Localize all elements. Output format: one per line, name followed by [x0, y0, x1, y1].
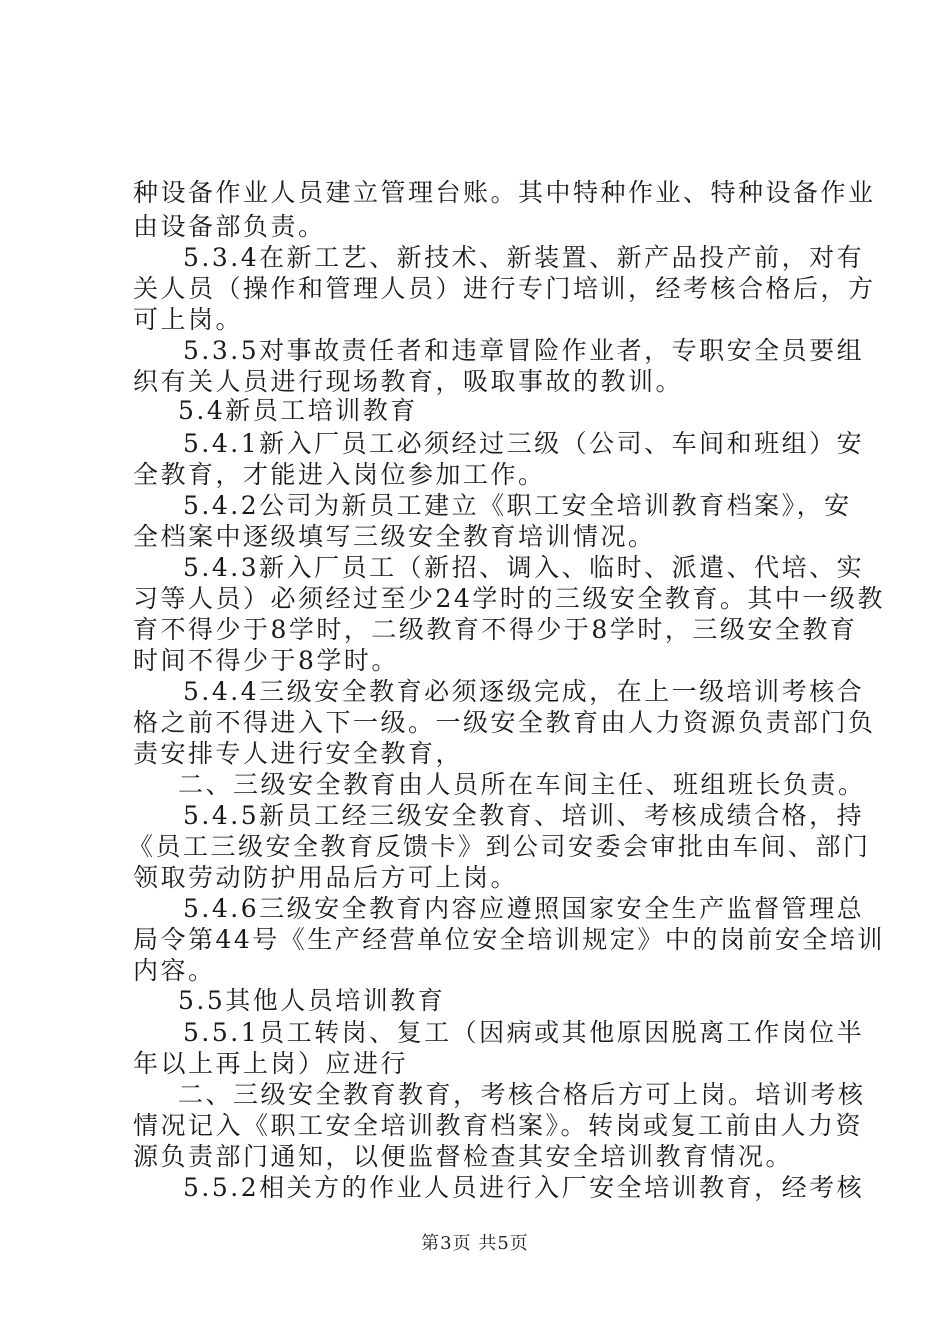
text-line: 5.4.5新员工经三级安全教育、培训、考核成绩合格，持 [183, 801, 865, 830]
text-line: 二、三级安全教育由人员所在车间主任、班组班长负责。 [178, 770, 866, 799]
text-line: 5.5.1员工转岗、复工（因病或其他原因脱离工作岗位半 [183, 1018, 865, 1047]
text-line: 时间不得少于8学时。 [133, 646, 399, 675]
text-line: 5.3.4在新工艺、新技术、新装置、新产品投产前，对有 [183, 243, 865, 272]
text-line: 内容。 [133, 956, 216, 985]
text-line: 5.3.5对事故责任者和违章冒险作业者，专职安全员要组 [183, 336, 865, 365]
page-footer [0, 1232, 950, 1256]
text-line: 5.4.1新入厂员工必须经过三级（公司、车间和班组）安 [183, 429, 865, 458]
text-line: 5.5.2相关方的作业人员进行入厂安全培训教育，经考核 [183, 1173, 865, 1202]
text-line: 5.4.2公司为新员工建立《职工安全培训教育档案》，安 [183, 491, 852, 520]
text-line: 源负责部门通知，以便监督检查其安全培训教育情况。 [133, 1142, 794, 1171]
text-line: 局令第44号《生产经营单位安全培训规定》中的岗前安全培训 [133, 925, 885, 954]
text-line: 领取劳动防护用品后方可上岗。 [133, 863, 519, 892]
text-line: 5.4.4三级安全教育必须逐级完成，在上一级培训考核合 [183, 677, 865, 706]
text-line: 责安排专人进行安全教育， [133, 739, 464, 768]
text-line: 《员工三级安全教育反馈卡》到公司安委会审批由车间、部门 [128, 832, 871, 861]
text-line: 全教育，才能进入岗位参加工作。 [133, 460, 546, 489]
text-line: 织有关人员进行现场教育，吸取事故的教训。 [133, 367, 684, 396]
text-line: 关人员（操作和管理人员）进行专门培训，经考核合格后，方 [133, 274, 876, 303]
text-line: 全档案中逐级填写三级安全教育培训情况。 [133, 522, 656, 551]
text-line: 可上岗。 [133, 305, 244, 334]
text-line: 情况记入《职工安全培训教育档案》。转岗或复工前由人力资 [133, 1111, 864, 1140]
section-heading: 5.4新员工培训教育 [178, 396, 418, 425]
page-number: 第3页 共5页 [421, 1233, 529, 1254]
section-heading: 5.5其他人员培训教育 [178, 986, 446, 1015]
text-line: 5.4.3新入厂员工（新招、调入、临时、派遣、代培、实 [183, 553, 865, 582]
text-line: 二、三级安全教育教育，考核合格后方可上岗。培训考核 [178, 1080, 866, 1109]
text-line: 种设备作业人员建立管理台账。其中特种作业、特种设备作业 [133, 178, 876, 207]
text-line: 年以上再上岗）应进行 [133, 1049, 409, 1078]
text-line: 育不得少于8学时，二级教育不得少于8学时，三级安全教育 [133, 615, 858, 644]
text-line: 习等人员）必须经过至少24学时的三级安全教育。其中一级教 [133, 584, 885, 613]
text-line: 5.4.6三级安全教育内容应遵照国家安全生产监督管理总 [183, 894, 865, 923]
text-line: 由设备部负责。 [133, 212, 326, 241]
text-line: 格之前不得进入下一级。一级安全教育由人力资源负责部门负 [133, 708, 876, 737]
